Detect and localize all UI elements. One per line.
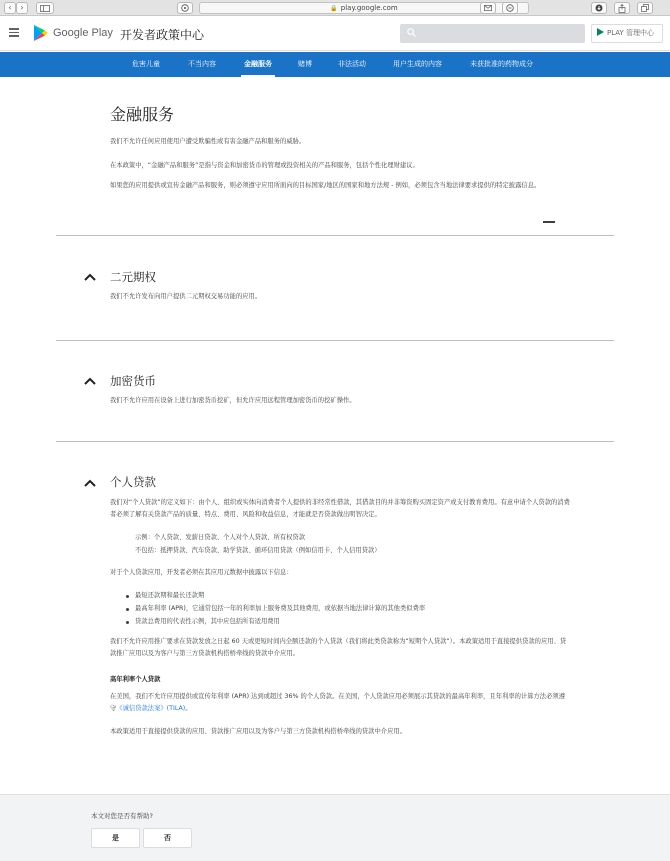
divider	[56, 340, 614, 341]
tab-user-generated-content[interactable]: 用户生成的内容	[393, 60, 442, 68]
play-console-icon	[597, 28, 604, 36]
list-item: 最高年利率 (APR)，它通常包括一年的利率加上服务费及其他费用，或依据当地法律计算的其他类似费率	[135, 603, 425, 615]
collapse-all-icon[interactable]	[543, 221, 555, 223]
forward-button[interactable]: ›	[16, 2, 28, 14]
sidebar-toggle-button[interactable]	[36, 2, 54, 14]
tabs-icon	[641, 4, 649, 12]
disclosure-intro: 对于个人贷款应用，开发者必须在其应用元数据中披露以下信息：	[110, 569, 293, 576]
feedback-yes-button[interactable]: 是	[91, 828, 140, 848]
downloads-button[interactable]	[591, 2, 607, 14]
list-item: 贷款总费用的代表性示例，其中应包括所有适用费用	[135, 616, 280, 628]
share-icon	[618, 4, 626, 13]
menu-icon[interactable]	[9, 28, 19, 37]
search-input[interactable]	[400, 24, 585, 43]
high-apr-heading: 高年利率个人贷款	[110, 676, 161, 683]
section-body: 我们不允许应用在设备上进行加密货币挖矿，但允许应用远程管理加密货币的挖矿操作。	[110, 397, 356, 404]
intro-paragraph: 在本政策中，“金融产品和服务”是指与资金和加密货币的管理或投资相关的产品和服务，包括个性化理财建议。	[110, 162, 419, 169]
reader-icon	[506, 4, 514, 12]
intro-paragraph: 我们不允许任何应用使用户遭受欺骗性或有害金融产品和服务的威胁。	[110, 138, 306, 145]
browser-toolbar	[0, 0, 670, 16]
url-text: play.google.com	[340, 4, 398, 12]
section-heading-cryptocurrency[interactable]: 加密货币	[110, 374, 156, 388]
tab-unapproved-substances[interactable]: 未获批准的药物成分	[470, 60, 533, 68]
chevron-up-icon[interactable]	[84, 273, 96, 281]
back-button[interactable]: ‹	[4, 2, 16, 14]
tab-illegal-activities[interactable]: 非法活动	[338, 60, 366, 68]
page-action-button[interactable]	[177, 2, 193, 14]
play-console-label: PLAY 管理中心	[607, 29, 655, 37]
download-icon	[595, 4, 603, 12]
chevron-up-icon[interactable]	[84, 377, 96, 385]
loan-examples: 示例：个人贷款、发薪日贷款、个人对个人贷款、所有权贷款	[135, 534, 306, 541]
mail-button[interactable]	[480, 2, 496, 14]
divider	[56, 441, 614, 442]
section-body: 我们不允许发布向用户提供二元期权交易功能的应用。	[110, 293, 262, 300]
mail-icon	[484, 5, 492, 11]
section-title: 金融服务	[110, 105, 175, 124]
lock-icon: 🔒	[330, 5, 338, 12]
chevron-up-icon[interactable]	[84, 479, 96, 487]
reader-button[interactable]	[502, 2, 518, 14]
brand-name[interactable]: Google Play	[53, 27, 113, 39]
safari-icon	[181, 4, 189, 12]
section-heading-personal-loans[interactable]: 个人贷款	[110, 475, 156, 489]
sidebar-icon	[40, 5, 50, 12]
tab-child-endangerment[interactable]: 危害儿童	[132, 60, 160, 68]
divider	[56, 235, 614, 236]
page-title[interactable]: 开发者政策中心	[120, 28, 205, 42]
policy-content	[0, 77, 670, 794]
policy-category-tabs	[0, 52, 670, 77]
feedback-no-button[interactable]: 否	[143, 828, 192, 848]
feedback-question: 本文对您是否有帮助?	[91, 812, 153, 820]
site-header	[0, 16, 670, 51]
tabs-button[interactable]	[637, 2, 653, 14]
loan-exclusions: 不包括：抵押贷款、汽车贷款、助学贷款、循环信用贷款（例如信用卡、个人信用贷款）	[135, 547, 381, 554]
tila-link[interactable]: 《诚信贷款法案》(TILA)	[116, 705, 186, 712]
high-apr-paragraph: 在美国，我们不允许应用提供或宣传年利率 (APR) 达到或超过 36% 的个人贷款。在美国，个人贷款应用必须展示其贷款的最高年利率，且年利率的计算方法必须遵守《诚信贷款法案》(TILA)。	[110, 693, 565, 712]
play-console-button[interactable]	[591, 24, 663, 43]
feedback-panel	[0, 794, 670, 861]
loan-definition: 我们对“个人贷款”的定义如下：由个人、组织或实体向消费者个人提供的非经常性借款，其借款目的并非筹资购买固定资产或支付教育费用。有意申请个人贷款的消费者必须了解有关贷款产品的质量、特点、费用、风险和收益信息，才能就是否贷款做出明智决定。	[110, 499, 570, 518]
tab-financial-services[interactable]: 金融服务	[244, 52, 272, 77]
intro-paragraph: 如果您的应用提供或宣传金融产品和服务，则必须遵守应用所面向的目标国家/地区的国家和地方法规 - 例如，必须包含当地法律要求提供的特定披露信息。	[110, 182, 541, 189]
scope-paragraph: 本政策适用于直接提供贷款的应用、贷款推广应用以及为客户与第三方贷款机构搭桥牵线的贷款中介应用。	[110, 728, 406, 735]
section-heading-binary-options[interactable]: 二元期权	[110, 270, 156, 284]
share-button[interactable]	[614, 2, 630, 14]
google-play-logo-icon[interactable]	[34, 25, 48, 41]
search-icon	[407, 28, 416, 37]
list-item: 最短还款期和最长还款期	[135, 590, 204, 602]
tab-inappropriate-content[interactable]: 不当内容	[188, 60, 216, 68]
short-term-loans-paragraph: 我们不允许应用推广要求在贷款发放之日起 60 天或更短时间内全额还款的个人贷款（我们将此类贷款称为“短期个人贷款”）。本政策适用于直接提供贷款的应用、贷款推广应用以及为客户与第三方贷款机构搭桥牵线的贷款中介应用。	[110, 638, 567, 657]
tab-gambling[interactable]: 赌博	[298, 60, 312, 68]
